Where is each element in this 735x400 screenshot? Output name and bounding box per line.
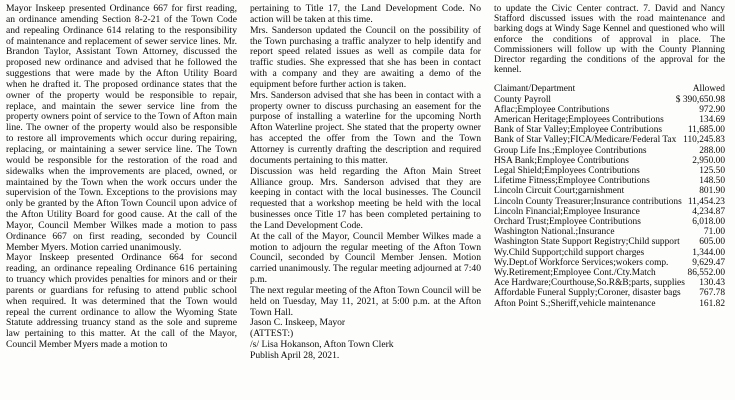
claims-table-row	[494, 166, 725, 176]
claimant-department: American Heritage;Employees Contributions	[494, 115, 664, 126]
claims-table-header	[494, 84, 725, 94]
claimant-department: County Payroll	[494, 94, 552, 105]
claim-amount: 1,344.00	[692, 247, 725, 258]
column-right	[494, 4, 725, 396]
claim-amount: 110,245.83	[683, 135, 725, 146]
claim-amount: 125.50	[699, 166, 725, 177]
claimant-department: Wy.Child Support;child support charges	[494, 247, 645, 258]
claim-amount: 767.78	[699, 288, 725, 299]
claimant-department: Lifetime Fitness;Employee Contributions	[494, 176, 650, 187]
paragraph-main-street-alliance: Discussion was held regarding the Afton Main Street Alliance group. Mrs. Sanderson advised that they are keeping in contact with the local businesses. The Council requested that a workshop meeting be held with the local businesses once Title 17 has been completed pertaining to the Land Development Code.	[250, 165, 481, 231]
claim-amount: 2,950.00	[692, 155, 725, 166]
publish-date: Publish April 28, 2021.	[250, 350, 340, 361]
claims-table-row	[494, 95, 725, 105]
paragraph-civic-center-kennel: to update the Civic Center contract. 7. David and Nancy Stafford discussed issues with the road maintenance and barking dogs at Windy Sage Kennel and questioned who will enforce the conditions of approval in place. The Commissioners will follow up with the County Planning Director regarding the conditions of the approval for the kennel.	[494, 4, 725, 76]
claimant-department: HSA Bank;Employee Contributions	[494, 155, 629, 166]
claim-amount: 148.50	[699, 176, 725, 187]
claim-amount: 11,454.23	[687, 196, 725, 207]
claimant-department: Legal Shield;Employees Contributions	[494, 166, 640, 177]
claims-table-row	[494, 125, 725, 135]
claim-amount: 972.90	[699, 104, 725, 115]
claims-table-row	[494, 227, 725, 237]
claim-amount: 71.00	[703, 227, 725, 238]
claims-table-row	[494, 186, 725, 196]
claimant-department: Lincoln County Treasurer;Insurance contributions	[494, 196, 682, 207]
claims-table-row	[494, 197, 725, 207]
claimant-department: Washington State Support Registry;Child support	[494, 237, 680, 248]
paragraph-ordinance-667: Mayor Inskeep presented Ordinance 667 for first reading, an ordinance amending Section 8-2-21 of the Town Code and repealing Ordinance 614 relating to the responsibility of maintenance and replacement of sewer service lines. Mr. Brandon Taylor, Assistant Town Attorney, discussed the proposed new ordinance and advised that he followed the suggestions that were made by the Afton Utility Board when he drafted it. The proposed ordinance states that the owner of the property would be responsible to repair, replace, and maintain the sewer service line from the property owners point of service to the Town of Afton main line. The owner of the property would also be responsible to restore all improvements which occur during repairing, replacing, or maintaining a sewer service line. The Town would be responsible for the restoration of the road and sidewalks when the improvements are placed, owned, or maintained by the Town when the work occurs under the supervision of the Town. Exceptions to the provisions may only be granted by the Afton Town Council upon advice of the Afton Utility Board for good cause. At the call of the Mayor, Council Member Wilkes made a motion to pass Ordinance 667 on first reading, seconded by Council Member Myers. Motion carried unanimously.	[6, 3, 237, 253]
claim-amount: 86,552.00	[687, 268, 725, 279]
claimant-department: Wy.Dept.of Workforce Services;wokers comp.	[494, 257, 669, 268]
claimant-department: Washington National.;Insurance	[494, 227, 615, 238]
claim-amount: 134.69	[699, 115, 725, 126]
claims-table-row	[494, 176, 725, 186]
claimant-department: Aflac;Employee Contributions	[494, 104, 610, 115]
claims-table-row	[494, 248, 725, 258]
claims-table-row	[494, 156, 725, 166]
claims-table-row	[494, 115, 725, 125]
claimant-department: Bank of Star Valley;Employee Contributions	[494, 125, 663, 136]
claim-amount: 801.90	[699, 186, 725, 197]
claims-table-row	[494, 105, 725, 115]
claimant-department: Lincoln Circuit Court;garnishment	[494, 186, 625, 197]
claimant-department: Afton Point S.;Sheriff,vehicle maintenance	[494, 298, 656, 309]
claim-amount: 605.00	[699, 237, 725, 248]
claims-table-row	[494, 146, 725, 156]
claims-table	[494, 95, 725, 309]
paragraph-ordinance-664: Mayor Inskeep presented Ordinance 664 for second reading, an ordinance repealing Ordinance 616 pertaining to truancy which provides penalties for minors and or their parents or guardians for refusing to attend public school when required. It was determined that the Town would repeal the current ordinance to allow the Wyoming State Statute addressing truancy stand as the sole and supreme law pertaining to this matter. At the call of the Mayor, Council Member Myers made a motion to	[6, 252, 237, 351]
claimant-department: Ace Hardware;Courthouse,So.R&B;parts, supplies	[494, 278, 685, 289]
claim-amount: 6,018.00	[692, 217, 725, 228]
signature-clerk: /s/ Lisa Hokanson, Afton Town Clerk	[250, 339, 394, 351]
claim-amount: $ 390,650.98	[675, 94, 725, 105]
claim-amount: 161.82	[699, 298, 725, 309]
column-middle	[250, 4, 481, 396]
claims-table-row	[494, 207, 725, 217]
claimant-department: Lincoln Financial;Employee Insurance	[494, 206, 640, 217]
claimant-department: Wy.Retirement;Employee Cont./Cty.Match	[494, 268, 656, 279]
claimant-department: Affordable Funeral Supply;Coroner, disaster bags	[494, 288, 681, 299]
claims-table-row	[494, 258, 725, 268]
claim-amount: 130.43	[699, 278, 725, 289]
claims-table-row	[494, 135, 725, 145]
claims-header-claimant: Claimant/Department	[494, 84, 576, 95]
paragraph-adjournment: At the call of the Mayor, Council Member Wilkes made a motion to adjourn the regular meeting of the Afton Town Council, seconded by Council Member Jensen. Motion carried unanimously. The regular meeting adjourned at 7:40 p.m.	[250, 230, 481, 286]
claims-table-row	[494, 299, 725, 309]
claim-amount: 4,234.87	[692, 206, 725, 217]
claims-table-row	[494, 237, 725, 247]
paragraph-traffic-analyzer: Mrs. Sanderson updated the Council on the possibility of the Town purchasing a traffic analyzer to help identify and report speed related issues as well as compile data for traffic studies. She expressed that she has been in contact with a company and they are awaiting a demo of the equipment before further action is taken.	[250, 24, 481, 90]
signature-mayor: Jason C. Inskeep, Mayor	[250, 317, 346, 329]
attest-label: (ATTEST:)	[250, 328, 294, 340]
claim-amount: 11,685.00	[687, 125, 725, 136]
column-left	[6, 4, 237, 396]
paragraph-waterline-easement: Mrs. Sanderson advised that she has been in contact with a property owner to discuss purchasing an easement for the purpose of installing a waterline for the upcoming North Afton Waterline project. She stated that the property owner has accepted the offer from the Town and the Town Attorney is currently drafting the description and required documents pertaining to this matter.	[250, 89, 481, 166]
claimant-department: Orchard Trust;Employee Contributions	[494, 217, 641, 228]
claimant-department: Group Life Ins.;Employee Contributions	[494, 145, 647, 156]
claim-amount: 288.00	[699, 145, 725, 156]
claims-header-allowed: Allowed	[692, 84, 725, 95]
paragraph-next-meeting: The next regular meeting of the Afton Town Council will be held on Tuesday, May 11, 2021, at 5:00 p.m. at the Afton Town Hall.	[250, 284, 481, 318]
claimant-department: Bank of Star Valley;FICA/Medicare/Federal Tax	[494, 135, 677, 146]
claims-table-row	[494, 278, 725, 288]
paragraph-title-17: pertaining to Title 17, the Land Development Code. No action will be taken at this time.	[250, 3, 481, 25]
claims-table-row	[494, 217, 725, 227]
claim-amount: 9,629.47	[692, 257, 725, 268]
claims-table-row	[494, 268, 725, 278]
claims-table-row	[494, 288, 725, 298]
